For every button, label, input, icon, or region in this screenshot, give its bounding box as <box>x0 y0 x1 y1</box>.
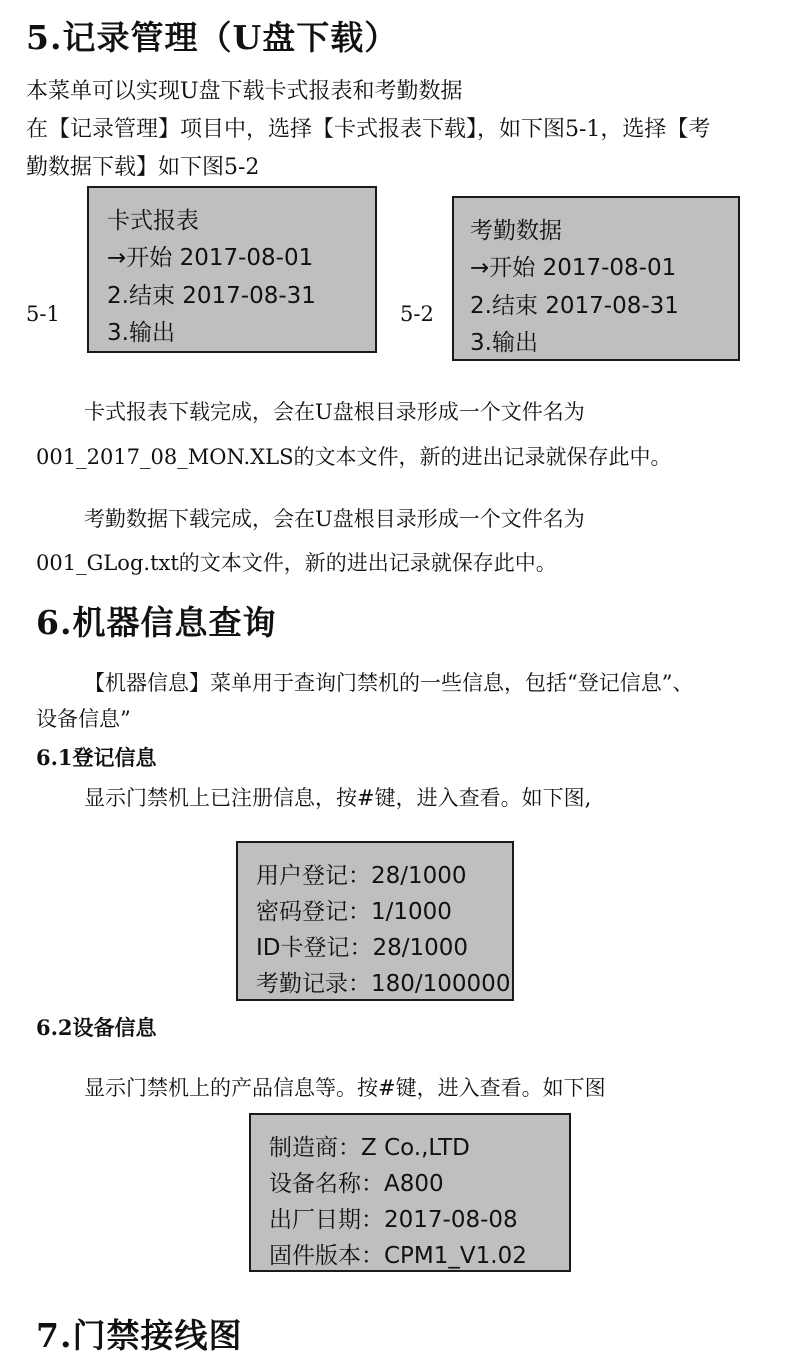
subsection-6-1-text: 显示门禁机上已注册信息，按#键，进入查看。如下图, <box>84 786 592 810</box>
screen-line: 密码登记：1/1000 <box>256 899 452 925</box>
para-2-line1: 考勤数据下载完成，会在U盘根目录形成一个文件名为 <box>84 507 585 531</box>
screen-line: 固件版本：CPM1_V1.02 <box>269 1243 527 1269</box>
screen-line: 设备名称：A800 <box>269 1171 444 1197</box>
screen-line: 出厂日期：2017-08-08 <box>269 1207 518 1233</box>
figure-5-2-screen <box>452 196 740 361</box>
section-5-intro-line1: 本菜单可以实现U盘下载卡式报表和考勤数据 <box>26 79 463 104</box>
section-6-intro-line2: 设备信息” <box>36 707 131 731</box>
screen-line: →开始 2017-08-01 <box>470 255 677 281</box>
figure-5-1-screen <box>87 186 377 353</box>
subsection-6-2-heading: 6.2设备信息 <box>36 1015 157 1040</box>
figure-5-1-label: 5-1 <box>26 302 60 326</box>
screen-line: 3.输出 <box>107 320 175 346</box>
screen-line: 卡式报表 <box>107 208 199 234</box>
section-7-heading: 7.门禁接线图 <box>36 1316 243 1355</box>
screen-line: 3.输出 <box>470 330 538 356</box>
section-6-intro-line1: 【机器信息】菜单用于查询门禁机的一些信息，包括“登记信息”、 <box>84 671 694 695</box>
section-5-intro-line2: 在【记录管理】项目中，选择【卡式报表下载】，如下图5-1，选择【考 <box>26 117 711 142</box>
figure-5-2-label: 5-2 <box>400 302 434 326</box>
screen-line: 考勤数据 <box>470 218 562 244</box>
subsection-6-1-heading: 6.1登记信息 <box>36 745 157 770</box>
screen-line: ID卡登记：28/1000 <box>256 935 469 961</box>
screen-line: 2.结束 2017-08-31 <box>470 293 679 319</box>
section-6-heading: 6.机器信息查询 <box>36 603 277 642</box>
section-5-intro-line3: 勤数据下载】如下图5-2 <box>26 155 260 180</box>
para-1-line2: 001_2017_08_MON.XLS的文本文件，新的进出记录就保存此中。 <box>36 445 672 469</box>
para-1-line1: 卡式报表下载完成，会在U盘根目录形成一个文件名为 <box>84 400 585 424</box>
para-2-line2: 001_GLog.txt的文本文件，新的进出记录就保存此中。 <box>36 551 557 575</box>
device-info-screen <box>249 1113 571 1272</box>
screen-line: 用户登记：28/1000 <box>256 863 467 889</box>
screen-line: 2.结束 2017-08-31 <box>107 283 316 309</box>
screen-line: →开始 2017-08-01 <box>107 245 314 271</box>
section-5-heading: 5.记录管理（U盘下载） <box>26 18 399 57</box>
screen-line: 制造商：Z Co.,LTD <box>269 1135 470 1161</box>
registration-info-screen <box>236 841 514 1001</box>
screen-line: 考勤记录：180/100000 <box>256 971 511 997</box>
subsection-6-2-text: 显示门禁机上的产品信息等。按#键，进入查看。如下图 <box>84 1076 606 1100</box>
